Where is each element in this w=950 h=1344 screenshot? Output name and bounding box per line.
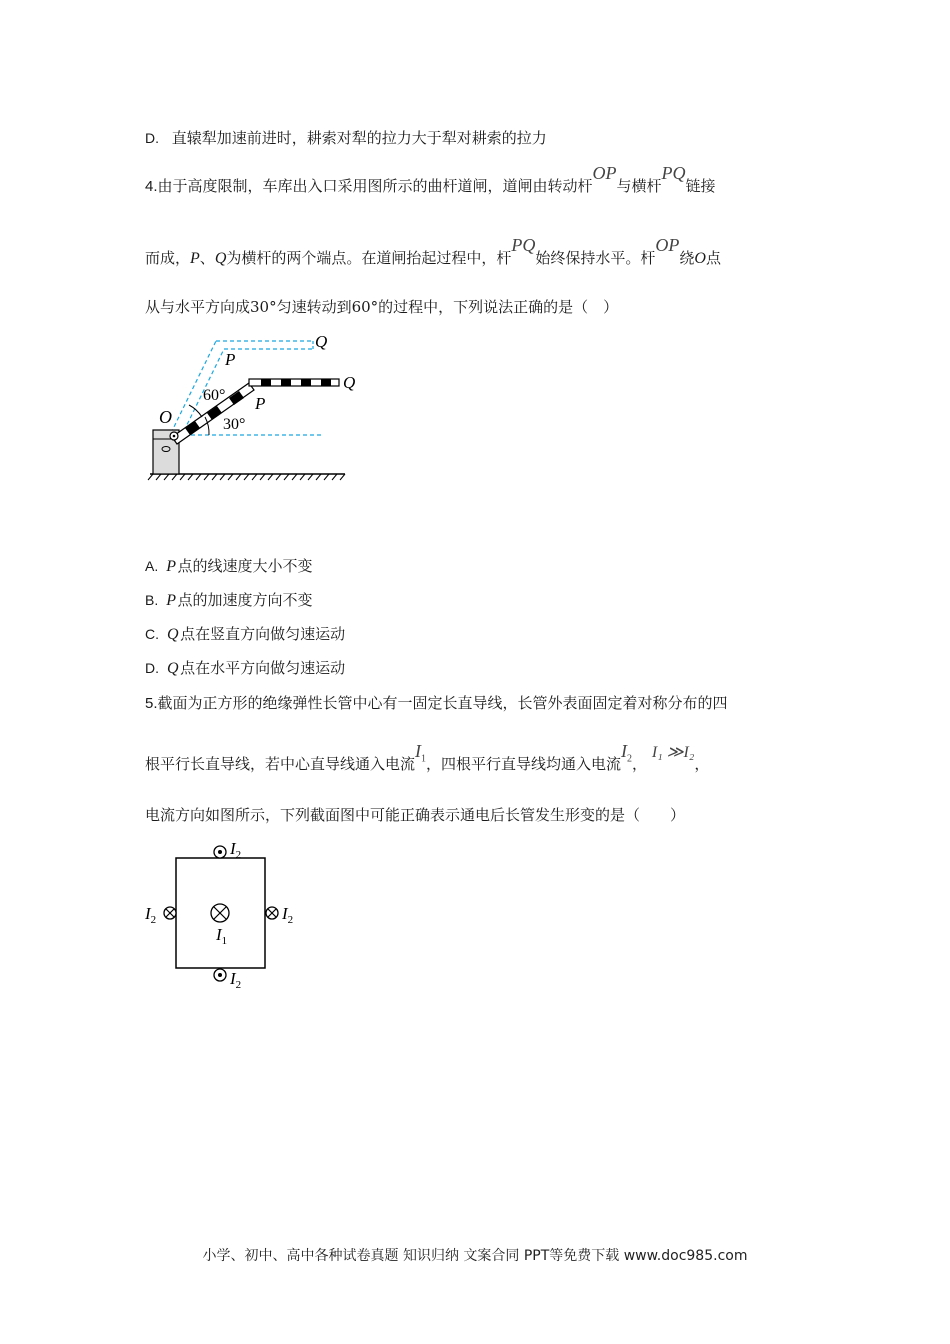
q5-line-2 xyxy=(145,741,710,782)
q5-text: 截面为正方形的绝缘弹性长管中心有一固定长直导线，长管外表面固定着对称分布的四 xyxy=(157,694,728,712)
label-angle-30: 30° xyxy=(223,416,246,433)
footer-text: 小学、初中、高中各种试卷真题 知识归纳 文案合同 PPT等免费下载 www.doc985.com xyxy=(202,1248,748,1264)
option-text: 点的线速度大小不变 xyxy=(177,557,313,575)
option-var: P xyxy=(166,558,177,575)
label-p-upper: P xyxy=(225,350,236,369)
label-i2-right: $I_2$ xyxy=(282,904,294,926)
math-op: OP xyxy=(655,235,680,255)
q3-option-d xyxy=(145,128,547,148)
q4-text: 绕 xyxy=(679,249,695,267)
q4-option-a xyxy=(145,556,313,577)
barrier-gate-figure xyxy=(145,325,365,490)
q4-text: 点 xyxy=(705,249,721,267)
q5-line-1 xyxy=(145,693,728,714)
q4-text: 链接 xyxy=(685,177,716,195)
label-q-upper: Q xyxy=(315,332,328,351)
q5-text: 电流方向如图所示，下列截面图中可能正确表示通电后长管发生形变的是（ ） xyxy=(145,806,686,824)
current-in-icon xyxy=(266,907,278,919)
option-var: P xyxy=(166,592,177,609)
q4-text: 、 xyxy=(199,249,215,267)
option-text: 直辕犁加速前进时，耕索对犁的拉力大于犁对耕索的拉力 xyxy=(171,129,547,147)
q5-text: ， xyxy=(632,755,648,773)
current-out-icon xyxy=(214,969,226,981)
math-i2: $I_2$ xyxy=(621,741,633,765)
q4-text: 始终保持水平。杆 xyxy=(535,249,656,267)
option-label: A. xyxy=(145,558,159,574)
q4-option-c xyxy=(145,624,345,645)
current-in-icon xyxy=(164,907,176,919)
math-pq: PQ xyxy=(511,235,536,255)
q4-text: 与横杆 xyxy=(616,177,662,195)
q5-text: ， xyxy=(694,755,710,773)
option-text: 点在水平方向做匀速运动 xyxy=(180,659,346,677)
option-text: 点在竖直方向做匀速运动 xyxy=(180,625,346,643)
label-p-lower: P xyxy=(255,394,266,413)
label-i2-left: $I_2$ xyxy=(145,904,157,926)
q4-text: 由于高度限制，车库出入口采用图所示的曲杆道闸，道闸由转动杆 xyxy=(157,177,593,195)
current-in-icon xyxy=(211,904,229,922)
q5-text: ，四根平行直导线均通入电流 xyxy=(426,755,622,773)
label-i1-center: $I_1$ xyxy=(216,925,228,947)
option-text: 点的加速度方向不变 xyxy=(177,591,313,609)
var-p: P xyxy=(190,250,200,267)
square-tube-figure xyxy=(145,838,305,998)
var-o: O xyxy=(694,250,706,267)
option-var: Q xyxy=(167,626,179,643)
option-var: Q xyxy=(167,660,179,677)
label-i2-top: $I_2$ xyxy=(230,839,242,861)
math-pq: PQ xyxy=(661,163,686,183)
current-out-icon xyxy=(214,846,226,858)
option-label: D. xyxy=(145,130,159,146)
math-relation: I₁ ≫I₂ xyxy=(651,744,695,761)
label-i2-bottom: $I_2$ xyxy=(230,969,242,991)
q4-text: 为横杆的两个端点。在道闸抬起过程中，杆 xyxy=(226,249,512,267)
label-q-lower: Q xyxy=(343,373,356,392)
var-q: Q xyxy=(214,250,227,267)
label-o: O xyxy=(159,407,172,427)
q4-text: 从与水平方向成30°匀速转动到60°的过程中，下列说法正确的是（ ） xyxy=(145,298,619,316)
question-number: 5. xyxy=(145,695,158,712)
option-label: B. xyxy=(145,592,159,608)
q4-line-1 xyxy=(145,163,716,197)
ground-hatching xyxy=(148,474,345,480)
question-number: 4. xyxy=(145,178,158,195)
q4-line-2 xyxy=(145,235,721,269)
q4-line-3 xyxy=(145,297,618,317)
q5-text: 根平行长直导线，若中心直导线通入电流 xyxy=(145,755,416,773)
math-i1: $I_1$ xyxy=(415,741,427,765)
arc-60 xyxy=(189,405,202,417)
q4-text: 而成， xyxy=(145,249,191,267)
option-label: D. xyxy=(145,660,159,676)
q5-line-3 xyxy=(145,805,685,825)
q4-option-d xyxy=(145,658,345,679)
bar-30-solid xyxy=(249,379,339,386)
q4-option-b xyxy=(145,590,313,611)
option-label: C. xyxy=(145,626,159,642)
label-angle-60: 60° xyxy=(203,387,226,404)
math-op: OP xyxy=(592,163,617,183)
